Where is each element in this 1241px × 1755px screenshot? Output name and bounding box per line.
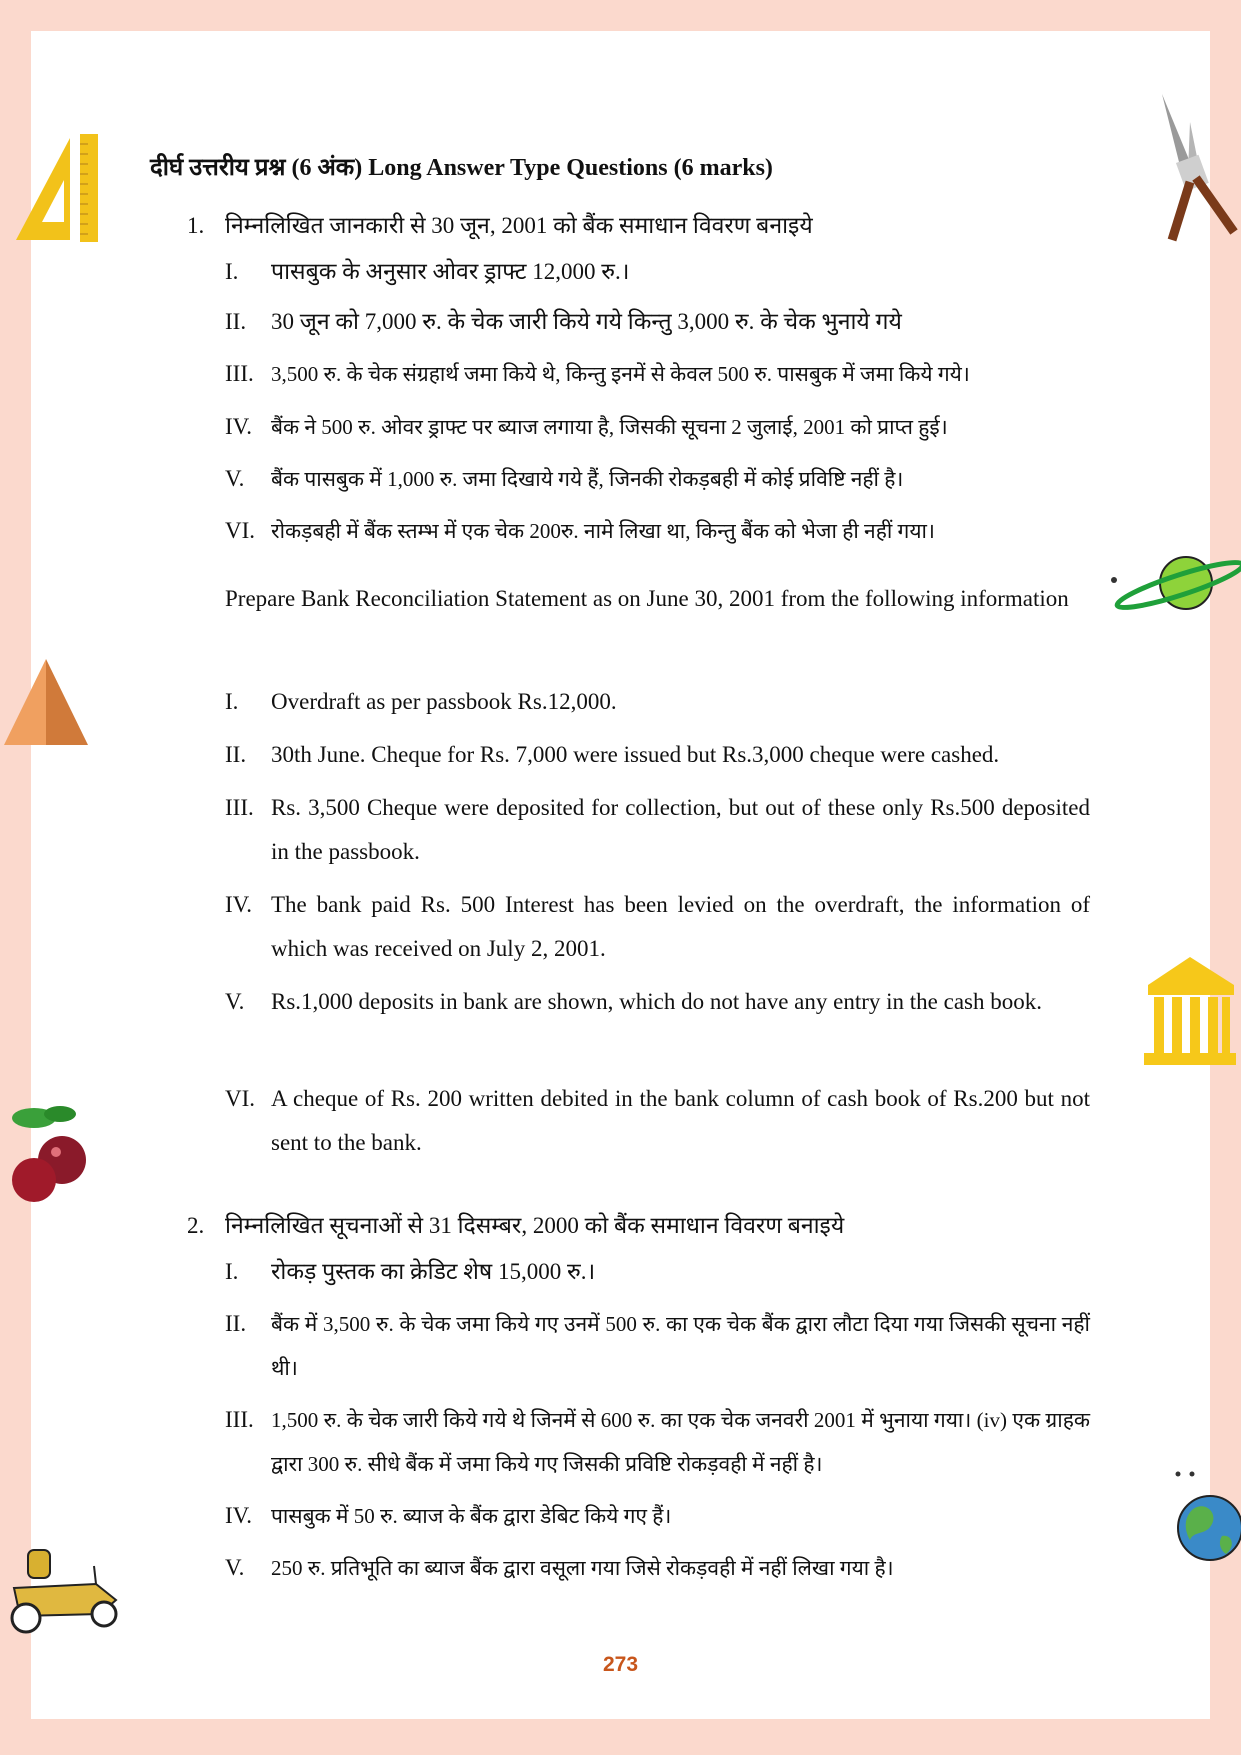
list-item <box>225 1398 1090 1486</box>
list-item <box>225 1494 1090 1538</box>
pyramid-icon <box>2 655 90 747</box>
item-number: III. <box>225 1407 254 1432</box>
item-number: VI. <box>225 518 256 543</box>
item-text: 1,500 रु. के चेक जारी किये गये थे जिनमें से 600 रु. का एक चेक जनवरी 2001 में भुनाया गया। (iv) एक ग्राहक द्वारा 300 रु. सीधे बैंक में जमा किये गए जिसकी प्रविष्टि रोकड़वही में नहीं है। <box>271 1408 1090 1476</box>
list-item <box>225 1302 1090 1390</box>
item-number: V. <box>225 989 245 1014</box>
list-item <box>225 1546 1090 1590</box>
list-item <box>225 405 1090 449</box>
question-1-intro-en: Prepare Bank Reconciliation Statement as on June 30, 2001 from the following information <box>225 586 1069 611</box>
question-text: निम्नलिखित सूचनाओं से 31 दिसम्बर, 2000 को बैंक समाधान विवरण बनाइये <box>225 1213 845 1238</box>
item-number: V. <box>225 466 245 491</box>
question-number: 2. <box>187 1213 205 1238</box>
globe-icon <box>1170 1470 1241 1570</box>
page-number: 273 <box>602 1653 639 1676</box>
item-text: 3,500 रु. के चेक संग्रहार्थ जमा किये थे, किन्तु इनमें से केवल 500 रु. पासबुक में जमा किये गये। <box>271 362 970 386</box>
garden-shears-icon <box>1150 92 1240 242</box>
item-text: बैंक ने 500 रु. ओवर ड्राफ्ट पर ब्याज लगाया है, जिसकी सूचना 2 जुलाई, 2001 को प्राप्त हुई। <box>271 415 948 439</box>
list-item <box>225 883 1090 971</box>
list-item <box>225 680 1090 724</box>
item-number: III. <box>225 361 254 386</box>
item-number: VI. <box>225 1086 256 1111</box>
item-text: Overdraft as per passbook Rs.12,000. <box>271 689 617 714</box>
item-number: II. <box>225 1311 247 1336</box>
list-item <box>225 1077 1090 1165</box>
item-number: IV. <box>225 414 253 439</box>
item-number: V. <box>225 1555 245 1580</box>
planet-icon <box>1108 545 1241 620</box>
item-text: रोकड़ पुस्तक का क्रेडिट शेष 15,000 रु.। <box>271 1259 596 1284</box>
item-text: पासबुक के अनुसार ओवर ड्राफ्ट 12,000 रु.। <box>271 259 630 284</box>
item-text: पासबुक में 50 रु. ब्याज के बैंक द्वारा डेबिट किये गए हैं। <box>271 1504 672 1528</box>
item-text: Rs.1,000 deposits in bank are shown, which do not have any entry in the cash book. <box>271 989 1043 1014</box>
item-number: IV. <box>225 892 253 917</box>
item-text: Rs. 3,500 Cheque were deposited for collection, but out of these only Rs.500 deposited in the passbook. <box>271 795 1090 864</box>
list-item <box>225 509 1090 553</box>
question-2-title <box>187 1208 844 1240</box>
item-text: बैंक पासबुक में 1,000 रु. जमा दिखाये गये हैं, जिनकी रोकड़बही में कोई प्रविष्टि नहीं है। <box>271 467 904 491</box>
list-item <box>225 250 1090 294</box>
item-number: I. <box>225 689 239 714</box>
item-text: रोकड़बही में बैंक स्तम्भ में एक चेक 200रु. नामे लिखा था, किन्तु बैंक को भेजा ही नहीं गया। <box>271 519 935 543</box>
list-item <box>225 352 1090 396</box>
item-number: IV. <box>225 1503 253 1528</box>
item-text: 250 रु. प्रतिभूति का ब्याज बैंक द्वारा वसूला गया जिसे रोकड़वही में नहीं लिखा गया है। <box>271 1556 894 1580</box>
item-number: III. <box>225 795 254 820</box>
section-heading: दीर्घ उत्तरीय प्रश्न (6 अंक) Long Answer Type Questions (6 marks) <box>150 155 773 181</box>
vintage-car-icon <box>0 1540 130 1635</box>
temple-pillars-icon <box>1140 955 1241 1067</box>
question-number: 1. <box>187 213 205 238</box>
list-item <box>225 786 1090 874</box>
item-text: 30 जून को 7,000 रु. के चेक जारी किये गये किन्तु 3,000 रु. के चेक भुनाये गये <box>271 309 902 334</box>
item-text: The bank paid Rs. 500 Interest has been levied on the overdraft, the information of which was received on July 2, 2001. <box>271 892 1090 961</box>
item-text: बैंक में 3,500 रु. के चेक जमा किये गए उनमें 500 रु. का एक चेक बैंक द्वारा लौटा दिया गया जिसकी सूचना नहीं थी। <box>271 1312 1090 1380</box>
item-number: II. <box>225 309 247 334</box>
item-number: I. <box>225 259 239 284</box>
item-text: 30th June. Cheque for Rs. 7,000 were issued but Rs.3,000 cheque were cashed. <box>271 742 1000 767</box>
list-item <box>225 457 1090 501</box>
item-text: A cheque of Rs. 200 written debited in the bank column of cash book of Rs.200 but not sent to the bank. <box>271 1086 1090 1155</box>
question-text: निम्नलिखित जानकारी से 30 जून, 2001 को बैंक समाधान विवरण बनाइये <box>225 213 813 238</box>
list-item <box>225 733 1090 777</box>
list-item <box>225 1250 1090 1294</box>
item-number: II. <box>225 742 247 767</box>
question-1-title <box>187 208 813 240</box>
cherries-icon <box>4 1100 94 1210</box>
item-number: I. <box>225 1259 239 1284</box>
list-item <box>225 980 1090 1024</box>
set-square-ruler-icon <box>8 130 103 245</box>
list-item <box>225 300 1090 344</box>
